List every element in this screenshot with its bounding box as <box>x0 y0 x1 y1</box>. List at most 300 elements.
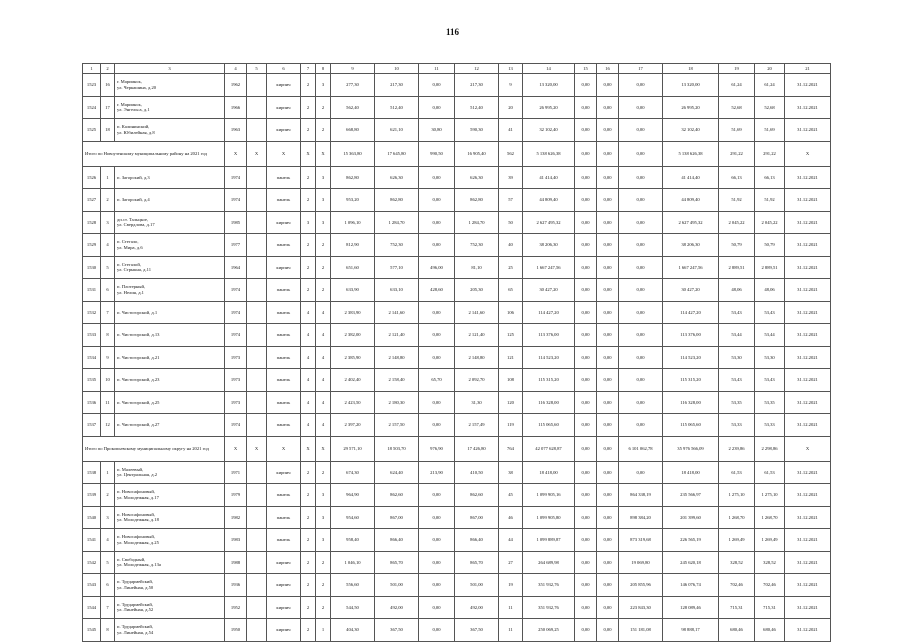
table-cell: 3 <box>316 74 331 97</box>
table-cell: 1 099 889,87 <box>523 529 575 552</box>
table-cell: 1988 <box>225 551 247 574</box>
table-cell: 4 <box>301 414 316 437</box>
table-cell <box>247 369 267 392</box>
table-cell: 31.12.2021 <box>785 529 831 552</box>
table-cell: 48,06 <box>755 279 785 302</box>
total-value-cell: 5 138 626,38 <box>523 141 575 166</box>
table-cell: 1535 <box>83 369 101 392</box>
table-cell: 1971 <box>225 461 247 484</box>
table-cell: 2 <box>301 119 316 142</box>
table-cell: 3 <box>316 166 331 189</box>
table-cell: 2 045,22 <box>755 211 785 234</box>
table-cell: 0,00 <box>597 324 619 347</box>
table-cell: 2 <box>101 189 115 212</box>
table-cell: 0,00 <box>597 551 619 574</box>
table-cell: 0,00 <box>575 391 597 414</box>
column-number-cell: 14 <box>523 64 575 74</box>
table-cell: панель <box>267 414 301 437</box>
table-cell: 0,00 <box>597 119 619 142</box>
table-cell: 245 620,18 <box>663 551 719 574</box>
table-cell: 31.12.2021 <box>785 414 831 437</box>
table-cell: 41 414,40 <box>523 166 575 189</box>
table-cell: 119 <box>499 414 523 437</box>
table-cell: 865,70 <box>455 551 499 574</box>
table-cell: 2 <box>301 461 316 484</box>
column-number-cell: 5 <box>247 64 267 74</box>
table-cell: 367,50 <box>375 619 419 642</box>
table-cell: 702,46 <box>719 574 755 597</box>
total-value-cell: 42 077 628,87 <box>523 436 575 461</box>
table-cell: 496,00 <box>419 256 455 279</box>
address-cell: п. Свободный, ул. Молодежная, д.13а <box>115 551 225 574</box>
table-cell: 114 523,20 <box>663 346 719 369</box>
table-cell: кирпич <box>267 596 301 619</box>
table-cell: 2 383,90 <box>331 301 375 324</box>
table-row <box>83 551 831 574</box>
table-cell: 250 069,25 <box>523 619 575 642</box>
table-cell: 1 099 905,16 <box>523 484 575 507</box>
table-cell: 0,00 <box>575 619 597 642</box>
total-value-cell: 16 905,40 <box>455 141 499 166</box>
column-number-cell: 7 <box>301 64 316 74</box>
table-row <box>83 324 831 347</box>
table-cell: 898 384,20 <box>619 506 663 529</box>
table-cell: 0,00 <box>597 256 619 279</box>
table-cell: 0,00 <box>619 369 663 392</box>
table-row <box>83 234 831 257</box>
table-cell: 61,24 <box>755 74 785 97</box>
table-cell: панель <box>267 369 301 392</box>
table-cell: 1 268,70 <box>755 506 785 529</box>
table-cell: 2 <box>301 74 316 97</box>
table-cell: 492,00 <box>455 596 499 619</box>
table-cell: 0,00 <box>575 119 597 142</box>
table-cell: панель <box>267 279 301 302</box>
table-cell: 41 <box>499 119 523 142</box>
table-cell: 862,60 <box>375 484 419 507</box>
table-cell: 2 <box>316 279 331 302</box>
table-cell: 31.12.2021 <box>785 484 831 507</box>
table-cell: 53,35 <box>755 391 785 414</box>
table-cell: 0,00 <box>597 414 619 437</box>
table-cell: 624,40 <box>375 461 419 484</box>
table-cell <box>247 211 267 234</box>
table-cell: панель <box>267 301 301 324</box>
table-cell: 2 <box>301 166 316 189</box>
table-row <box>83 461 831 484</box>
table-cell: 13 320,00 <box>523 74 575 97</box>
table-cell: 0,00 <box>575 369 597 392</box>
table-cell: 1 284,70 <box>375 211 419 234</box>
table-cell: 61,24 <box>719 74 755 97</box>
table-cell: 0,00 <box>597 211 619 234</box>
table-cell: 2 121,40 <box>375 324 419 347</box>
total-value-cell: 5 138 626,38 <box>663 141 719 166</box>
table-cell: 6 <box>101 279 115 302</box>
table-cell <box>247 574 267 597</box>
total-value-cell: 2 239,86 <box>719 436 755 461</box>
table-cell: 1973 <box>225 346 247 369</box>
table-cell: 752,30 <box>375 234 419 257</box>
table-cell: 115 315,20 <box>523 369 575 392</box>
table-cell: 862,80 <box>375 189 419 212</box>
table-cell: 8 <box>101 619 115 642</box>
column-number-cell: 1 <box>83 64 101 74</box>
table-cell: 51,92 <box>719 189 755 212</box>
table-cell: 2 423,50 <box>331 391 375 414</box>
table-cell: 31.12.2021 <box>785 574 831 597</box>
table-cell: 0,00 <box>597 189 619 212</box>
table-cell: 106 <box>499 301 523 324</box>
table-cell: 351 932,76 <box>523 574 575 597</box>
table-cell: 501,00 <box>455 574 499 597</box>
table-cell: 213,90 <box>419 461 455 484</box>
total-value-cell: 562 <box>499 141 523 166</box>
table-cell: 0,00 <box>575 74 597 97</box>
table-cell: 0,00 <box>419 74 455 97</box>
table-cell <box>247 596 267 619</box>
table-cell: 1 284,70 <box>455 211 499 234</box>
table-cell: 1 <box>101 166 115 189</box>
table-cell: 0,00 <box>419 414 455 437</box>
table-cell: 1526 <box>83 166 101 189</box>
table-cell: 680,46 <box>755 619 785 642</box>
table-cell: 98 888,17 <box>663 619 719 642</box>
table-cell: 31.12.2021 <box>785 234 831 257</box>
table-cell: 867,00 <box>455 506 499 529</box>
column-number-cell: 10 <box>375 64 419 74</box>
table-cell: 0,00 <box>575 324 597 347</box>
column-number-cell: 6 <box>267 64 301 74</box>
table-cell: 562,40 <box>331 96 375 119</box>
total-value-cell: 2 298,86 <box>755 436 785 461</box>
table-cell <box>247 256 267 279</box>
table-cell: 2 889,51 <box>719 256 755 279</box>
table-cell: 680,46 <box>719 619 755 642</box>
table-cell: 53,44 <box>719 324 755 347</box>
table-cell: 61,53 <box>719 461 755 484</box>
table-cell: 120 <box>499 391 523 414</box>
table-cell: 19 069,80 <box>619 551 663 574</box>
total-value-cell: 15 363,80 <box>331 141 375 166</box>
table-cell: 0,00 <box>619 96 663 119</box>
table-cell: 0,00 <box>419 189 455 212</box>
table-cell: 52,68 <box>719 96 755 119</box>
table-cell: 404,30 <box>331 619 375 642</box>
table-cell: 61,53 <box>755 461 785 484</box>
table-cell: 2 158,40 <box>375 369 419 392</box>
table-cell: 501,00 <box>375 574 419 597</box>
table-cell: 1 268,70 <box>719 506 755 529</box>
table-cell: 4 <box>301 369 316 392</box>
table-cell: 44 <box>499 529 523 552</box>
table-cell: 0,00 <box>575 529 597 552</box>
table-cell: 25 <box>499 256 523 279</box>
address-cell: п. Чистогорский, д.13 <box>115 324 225 347</box>
table-cell: 2 <box>301 574 316 597</box>
table-cell: 2 402,40 <box>331 369 375 392</box>
table-cell: 0,00 <box>575 211 597 234</box>
table-cell: 3 <box>316 484 331 507</box>
table-cell: 65,70 <box>419 369 455 392</box>
table-cell: 1532 <box>83 301 101 324</box>
table-cell: 715,31 <box>719 596 755 619</box>
column-number-cell: 3 <box>115 64 225 74</box>
table-cell: 1973 <box>225 391 247 414</box>
table-cell: 633,10 <box>375 279 419 302</box>
table-cell: 328,52 <box>719 551 755 574</box>
column-number-cell: 12 <box>455 64 499 74</box>
table-cell: 1544 <box>83 596 101 619</box>
total-value-cell: 764 <box>499 436 523 461</box>
column-number-cell: 13 <box>499 64 523 74</box>
table-cell: 0,00 <box>575 301 597 324</box>
table-cell: 31.12.2021 <box>785 211 831 234</box>
table-row <box>83 391 831 414</box>
table-cell: 4 <box>316 346 331 369</box>
table-cell: 0,00 <box>597 484 619 507</box>
table-cell: 31.12.2021 <box>785 324 831 347</box>
table-row <box>83 369 831 392</box>
table-cell: 31.12.2021 <box>785 391 831 414</box>
table-cell: 115 315,20 <box>663 369 719 392</box>
table-cell: панель <box>267 346 301 369</box>
table-cell: 2 627 495,32 <box>663 211 719 234</box>
table-cell: 0,00 <box>575 234 597 257</box>
table-cell: 1538 <box>83 461 101 484</box>
table-row <box>83 529 831 552</box>
table-cell: 31.12.2021 <box>785 506 831 529</box>
table-cell: 328,52 <box>755 551 785 574</box>
table-cell: кирпич <box>267 619 301 642</box>
table-cell: 0,00 <box>597 346 619 369</box>
table-cell: 9 <box>101 346 115 369</box>
table-cell: 46 <box>499 506 523 529</box>
table-cell: 1974 <box>225 166 247 189</box>
total-value-cell: 990,50 <box>419 141 455 166</box>
total-value-cell: 0,00 <box>619 141 663 166</box>
table-cell: 0,00 <box>575 551 597 574</box>
table-cell: 0,00 <box>619 211 663 234</box>
table-cell: 873 319,68 <box>619 529 663 552</box>
table-cell: кирпич <box>267 461 301 484</box>
table-cell: 19 <box>499 574 523 597</box>
table-cell: 0,00 <box>575 346 597 369</box>
table-cell: 2 045,22 <box>719 211 755 234</box>
table-cell: 3 <box>316 189 331 212</box>
table-cell: 351 932,76 <box>523 596 575 619</box>
table-cell: 53,44 <box>755 324 785 347</box>
table-cell: 57 <box>499 189 523 212</box>
table-cell: 862,80 <box>331 166 375 189</box>
table-cell: 0,00 <box>575 256 597 279</box>
table-cell: 715,31 <box>755 596 785 619</box>
table-cell: 7 <box>101 596 115 619</box>
table-cell: кирпич <box>267 74 301 97</box>
table-cell: 4 <box>101 234 115 257</box>
table-cell: 0,00 <box>597 74 619 97</box>
table-cell <box>247 484 267 507</box>
table-cell: 1 099 905,80 <box>523 506 575 529</box>
table-cell: 0,00 <box>575 574 597 597</box>
table-cell: 1966 <box>225 96 247 119</box>
table-cell: 2 <box>301 189 316 212</box>
table-row <box>83 119 831 142</box>
table-cell: 2 141,60 <box>455 301 499 324</box>
table-cell: 5 <box>101 256 115 279</box>
table-cell <box>247 414 267 437</box>
table-cell: 0,00 <box>419 391 455 414</box>
table-cell: 217,30 <box>455 74 499 97</box>
table-cell: 0,00 <box>619 256 663 279</box>
table-cell: 201 399,60 <box>663 506 719 529</box>
table-cell: 31.12.2021 <box>785 619 831 642</box>
table-cell: 66,13 <box>755 166 785 189</box>
column-number-cell: 21 <box>785 64 831 74</box>
table-cell: 0,00 <box>419 529 455 552</box>
column-number-cell: 2 <box>101 64 115 74</box>
table-cell: 0,00 <box>619 391 663 414</box>
table-cell: кирпич <box>267 96 301 119</box>
table-cell: 0,00 <box>419 301 455 324</box>
table-cell: 31.12.2021 <box>785 189 831 212</box>
table-cell: кирпич <box>267 211 301 234</box>
table-cell: 0,00 <box>419 166 455 189</box>
table-cell: 2 <box>316 256 331 279</box>
table-cell: 31.12.2021 <box>785 461 831 484</box>
table-cell: 264 689,98 <box>523 551 575 574</box>
address-cell: п. Трудармейский, ул. Линейная, д.54 <box>115 619 225 642</box>
table-cell: 674,30 <box>331 461 375 484</box>
table-cell: 0,00 <box>619 301 663 324</box>
table-cell: 556,60 <box>331 574 375 597</box>
total-value-cell: 6 101 062,78 <box>619 436 663 461</box>
column-number-cell: 18 <box>663 64 719 74</box>
table-cell: 30 427,20 <box>523 279 575 302</box>
table-cell: 53,43 <box>719 301 755 324</box>
table-cell: 31.12.2021 <box>785 346 831 369</box>
table-cell: 31,30 <box>455 391 499 414</box>
table-cell: 2 <box>316 96 331 119</box>
table-cell: 5 <box>101 551 115 574</box>
table-cell: 964,90 <box>331 484 375 507</box>
table-cell: панель <box>267 166 301 189</box>
table-cell: 32 102,40 <box>663 119 719 142</box>
table-cell <box>247 279 267 302</box>
table-row <box>83 414 831 437</box>
table-cell: 1974 <box>225 301 247 324</box>
table-cell: 0,00 <box>597 279 619 302</box>
table-cell <box>247 529 267 552</box>
table-cell: 31.12.2021 <box>785 279 831 302</box>
address-cell: п. Загорский, д.3 <box>115 166 225 189</box>
table-cell <box>247 234 267 257</box>
table-cell: 1533 <box>83 324 101 347</box>
table-row <box>83 189 831 212</box>
table-cell: 31.12.2021 <box>785 96 831 119</box>
table-cell: 50,79 <box>755 234 785 257</box>
table-cell: 1528 <box>83 211 101 234</box>
table-cell: 18 418,00 <box>523 461 575 484</box>
table-cell: 125 <box>499 324 523 347</box>
table-cell: 4 <box>316 414 331 437</box>
address-cell: п. Новосафоновый, ул. Молодежная, д.17 <box>115 484 225 507</box>
table-cell: 20 <box>499 96 523 119</box>
address-cell: п. Загорский, д.4 <box>115 189 225 212</box>
table-cell: 31.12.2021 <box>785 166 831 189</box>
table-cell: 6 <box>101 574 115 597</box>
table-cell: 1543 <box>83 574 101 597</box>
table-cell: 205 855,96 <box>619 574 663 597</box>
table-cell <box>247 461 267 484</box>
table-cell: 53,30 <box>719 346 755 369</box>
address-cell: г. Мариинск, ул. Черкашина, д.20 <box>115 74 225 97</box>
table-cell: 30,80 <box>419 119 455 142</box>
table-cell: 862,60 <box>455 484 499 507</box>
address-cell: п. Стегало, ул. Мира, д.6 <box>115 234 225 257</box>
table-cell: 0,00 <box>575 96 597 119</box>
table-cell: 1524 <box>83 96 101 119</box>
table-cell: 151 181,08 <box>619 619 663 642</box>
address-cell: п. Плотерный, ул. Нелия, д.1 <box>115 279 225 302</box>
table-cell: 0,00 <box>575 279 597 302</box>
table-cell: 702,46 <box>755 574 785 597</box>
total-value-cell: X <box>247 141 267 166</box>
table-cell: 0,00 <box>597 234 619 257</box>
table-cell: 38 206,30 <box>663 234 719 257</box>
table-cell: 0,00 <box>575 414 597 437</box>
table-cell: 51,69 <box>755 119 785 142</box>
table-cell: 2 <box>316 461 331 484</box>
table-cell: 1540 <box>83 506 101 529</box>
column-number-cell: 17 <box>619 64 663 74</box>
housing-register-table <box>82 63 831 642</box>
table-cell: 0,00 <box>619 119 663 142</box>
table-cell: 1950 <box>225 619 247 642</box>
table-row <box>83 96 831 119</box>
address-cell: п. Чистогорский, д.25 <box>115 391 225 414</box>
address-cell: п. Новосафоновый, ул. Молодежная, д.25 <box>115 529 225 552</box>
table-cell: 590,30 <box>455 119 499 142</box>
table-cell: 2 385,90 <box>331 346 375 369</box>
table-row <box>83 166 831 189</box>
table-cell: 1974 <box>225 279 247 302</box>
table-cell: 18 <box>101 119 115 142</box>
table-cell: 53,33 <box>755 414 785 437</box>
total-value-cell: X <box>247 436 267 461</box>
table-cell: 1523 <box>83 74 101 97</box>
table-cell: 235 566,97 <box>663 484 719 507</box>
table-cell: 1 <box>316 619 331 642</box>
table-cell: 1539 <box>83 484 101 507</box>
total-label-cell: Итого по Новоузенскому муниципальному району на 2021 год <box>83 141 225 166</box>
column-number-cell: 4 <box>225 64 247 74</box>
column-number-cell: 16 <box>597 64 619 74</box>
address-cell: дп.ст. Тальцкое, ул. Свердлова, д.17 <box>115 211 225 234</box>
table-cell: панель <box>267 324 301 347</box>
table-cell: 1 667 247,56 <box>663 256 719 279</box>
total-value-cell: 291,22 <box>755 141 785 166</box>
table-cell: 2 <box>301 551 316 574</box>
table-cell: 8 <box>101 324 115 347</box>
address-cell: п. Чистогорский, д.27 <box>115 414 225 437</box>
table-cell: 11 <box>499 596 523 619</box>
table-cell <box>247 551 267 574</box>
table-cell: 865,70 <box>375 551 419 574</box>
table-cell: кирпич <box>267 551 301 574</box>
table-cell: 2 <box>301 279 316 302</box>
address-cell: п. Калининский, ул. Юбилейная, д.8 <box>115 119 225 142</box>
